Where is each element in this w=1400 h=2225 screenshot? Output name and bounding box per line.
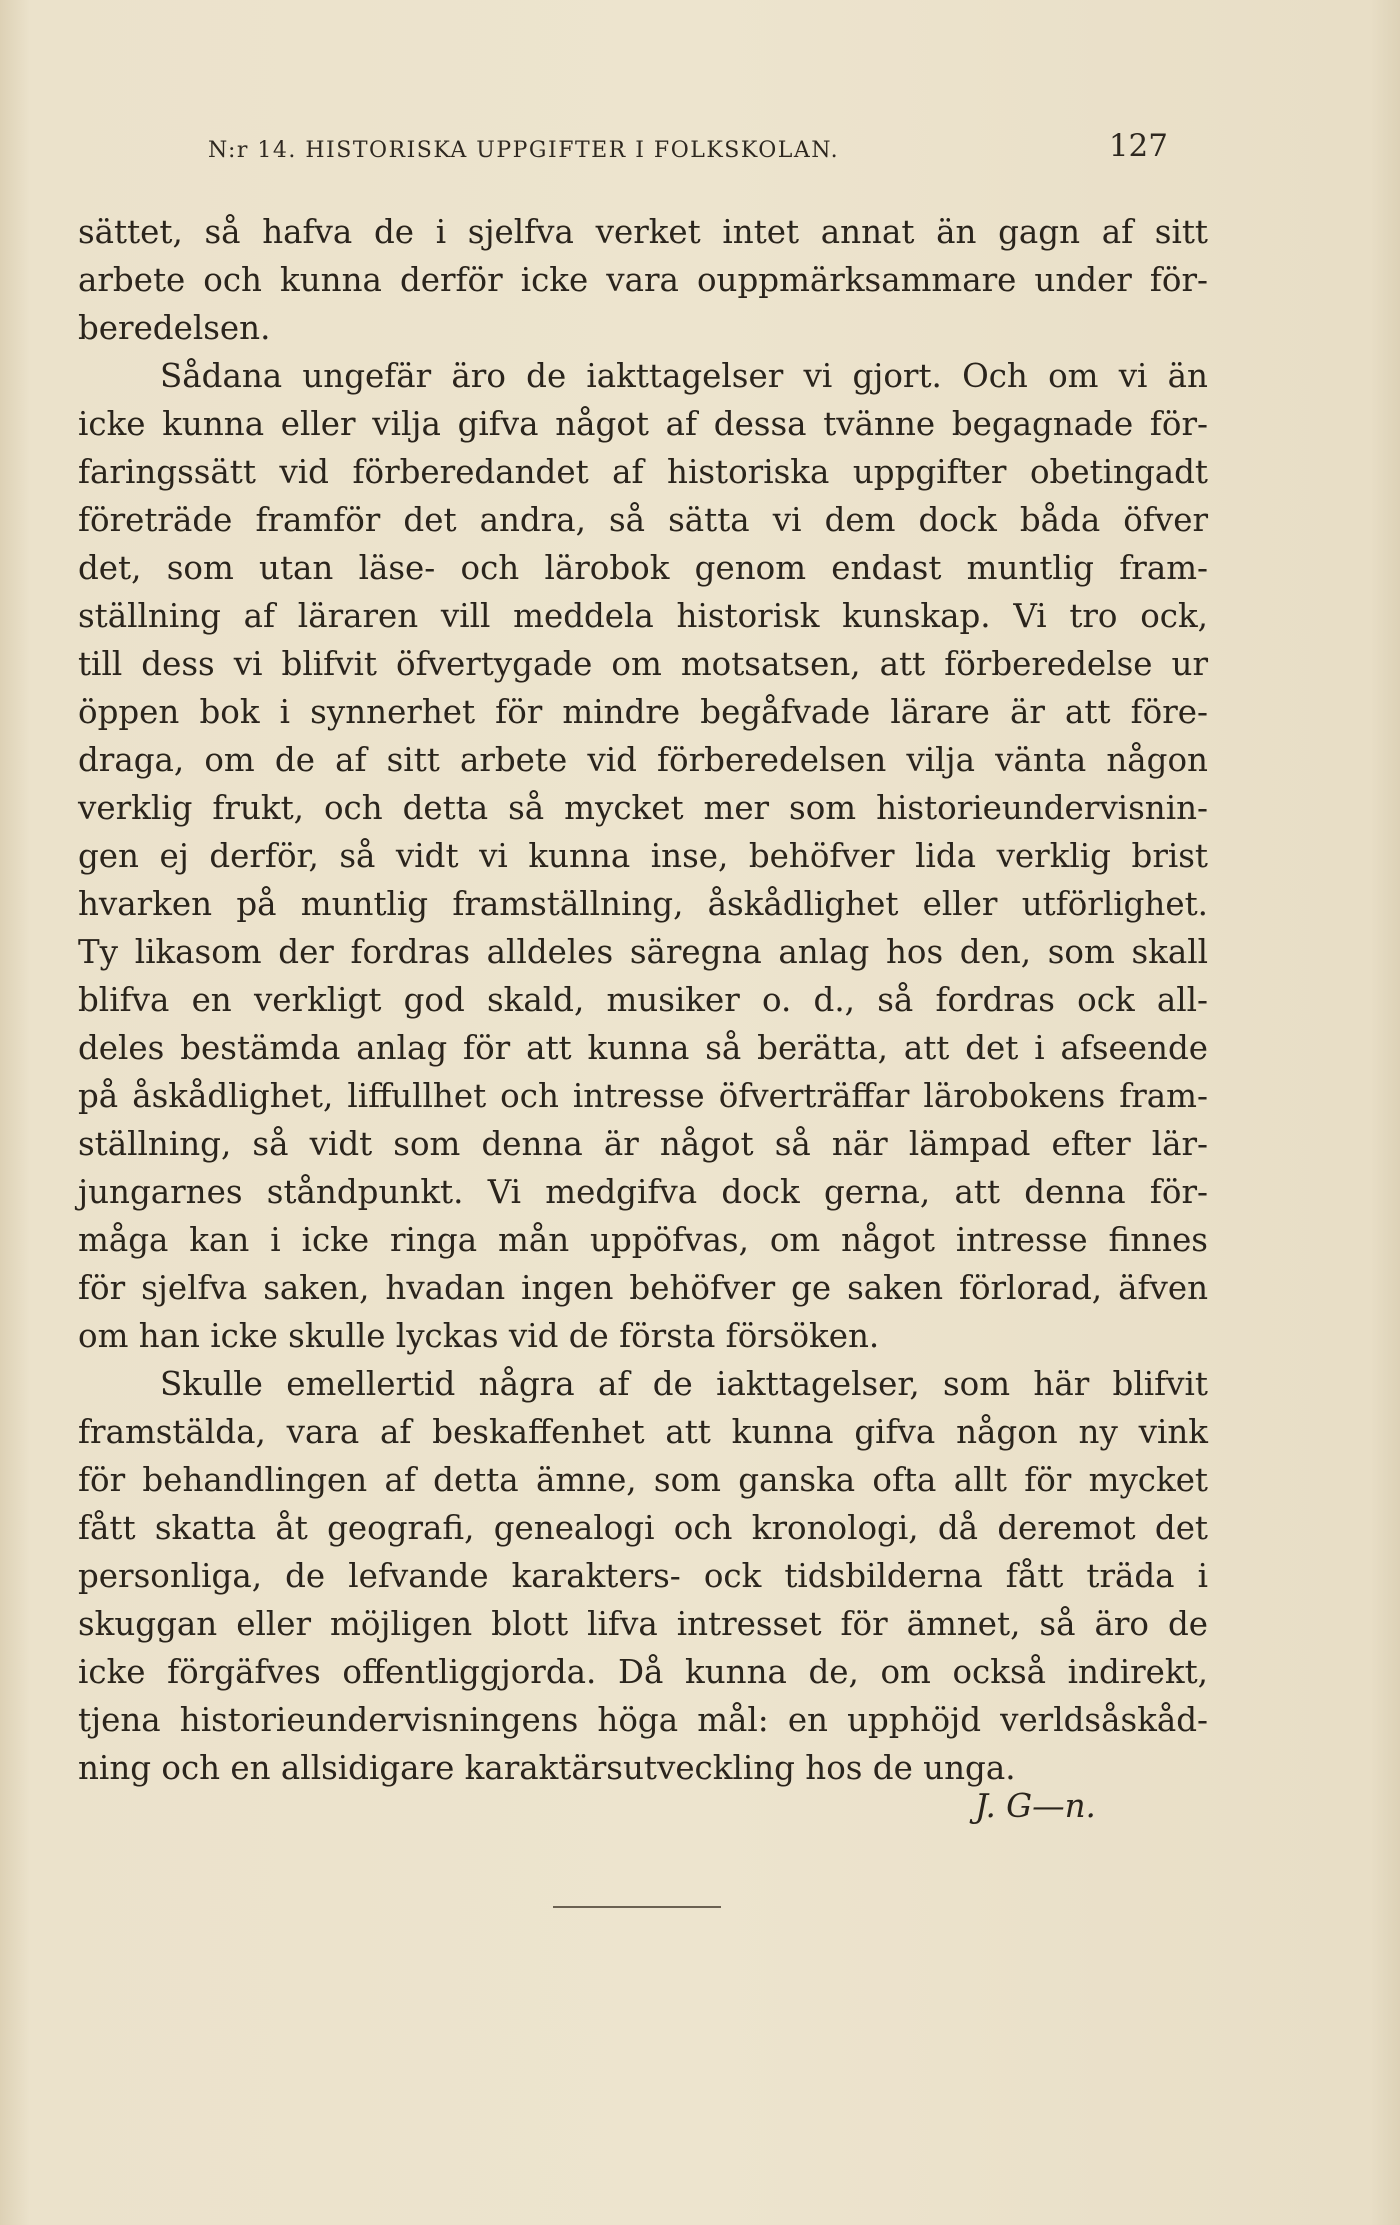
text-line: fått skatta åt geografi, genealogi och kronologi, då deremot det xyxy=(78,1509,1208,1547)
text-line: skuggan eller möjligen blott lifva intresset för ämnet, så äro de xyxy=(78,1605,1208,1643)
running-header xyxy=(208,128,1168,168)
text-line: för sjelfva saken, hvadan ingen behöfver ge saken förlorad, äfven xyxy=(78,1269,1208,1307)
text-line: måga kan i icke ringa mån uppöfvas, om något intresse finnes xyxy=(78,1221,1208,1259)
text-line: faringssätt vid förberedandet af historiska uppgifter obetingadt xyxy=(78,453,1208,491)
text-line: det, som utan läse- och lärobok genom endast muntlig fram- xyxy=(78,549,1208,587)
text-line: personliga, de lefvande karakters- ock tidsbilderna fått träda i xyxy=(78,1557,1208,1595)
body-text xyxy=(78,208,1208,1792)
text-line: blifva en verkligt god skald, musiker o. d., så fordras ock all- xyxy=(78,981,1208,1019)
text-line: deles bestämda anlag för att kunna så berätta, att det i afseende xyxy=(78,1029,1208,1067)
text-line: till dess vi blifvit öfvertygade om motsatsen, att förberedelse ur xyxy=(78,645,1208,683)
page-number: 127 xyxy=(1108,128,1168,164)
text-line: beredelsen. xyxy=(78,309,271,347)
text-line: ställning af läraren vill meddela historisk kunskap. Vi tro ock, xyxy=(78,597,1208,635)
text-line: arbete och kunna derför icke vara ouppmärksammare under för- xyxy=(78,261,1208,299)
text-line: tjena historieundervisningens höga mål: en upphöjd verldsåskåd- xyxy=(78,1701,1208,1739)
author-signature: J. G—n. xyxy=(975,1787,1096,1825)
text-line: företräde framför det andra, så sätta vi dem dock båda öfver xyxy=(78,501,1208,539)
text-line: för behandlingen af detta ämne, som ganska ofta allt för mycket xyxy=(78,1461,1208,1499)
section-divider xyxy=(553,1906,721,1908)
text-line: verklig frukt, och detta så mycket mer som historieundervisnin- xyxy=(78,789,1208,827)
text-line: gen ej derför, så vidt vi kunna inse, behöfver lida verklig brist xyxy=(78,837,1208,875)
text-line: icke förgäfves offentliggjorda. Då kunna de, om också indirekt, xyxy=(78,1653,1208,1691)
header-title: N:r 14. HISTORISKA UPPGIFTER I FOLKSKOLAN. xyxy=(208,138,840,163)
text-line: ning och en allsidigare karaktärsutveckling hos de unga. xyxy=(78,1749,1016,1787)
text-line: Sådana ungefär äro de iakttagelser vi gjort. Och om vi än xyxy=(160,357,1208,395)
text-line: framstälda, vara af beskaffenhet att kunna gifva någon ny vink xyxy=(78,1413,1208,1451)
text-line: Ty likasom der fordras alldeles säregna anlag hos den, som skall xyxy=(78,933,1208,971)
text-line: icke kunna eller vilja gifva något af dessa tvänne begagnade för- xyxy=(78,405,1208,443)
text-line: Skulle emellertid några af de iakttagelser, som här blifvit xyxy=(160,1365,1208,1403)
text-line: jungarnes ståndpunkt. Vi medgifva dock gerna, att denna för- xyxy=(78,1173,1208,1211)
text-line: draga, om de af sitt arbete vid förberedelsen vilja vänta någon xyxy=(78,741,1208,779)
text-line: hvarken på muntlig framställning, åskådlighet eller utförlighet. xyxy=(78,885,1208,923)
text-line: öppen bok i synnerhet för mindre begåfvade lärare är att före- xyxy=(78,693,1208,731)
text-line: sättet, så hafva de i sjelfva verket intet annat än gagn af sitt xyxy=(78,213,1208,251)
text-line: på åskådlighet, liffullhet och intresse öfverträffar lärobokens fram- xyxy=(78,1077,1208,1115)
text-line: ställning, så vidt som denna är något så när lämpad efter lär- xyxy=(78,1125,1208,1163)
text-line: om han icke skulle lyckas vid de första försöken. xyxy=(78,1317,880,1355)
